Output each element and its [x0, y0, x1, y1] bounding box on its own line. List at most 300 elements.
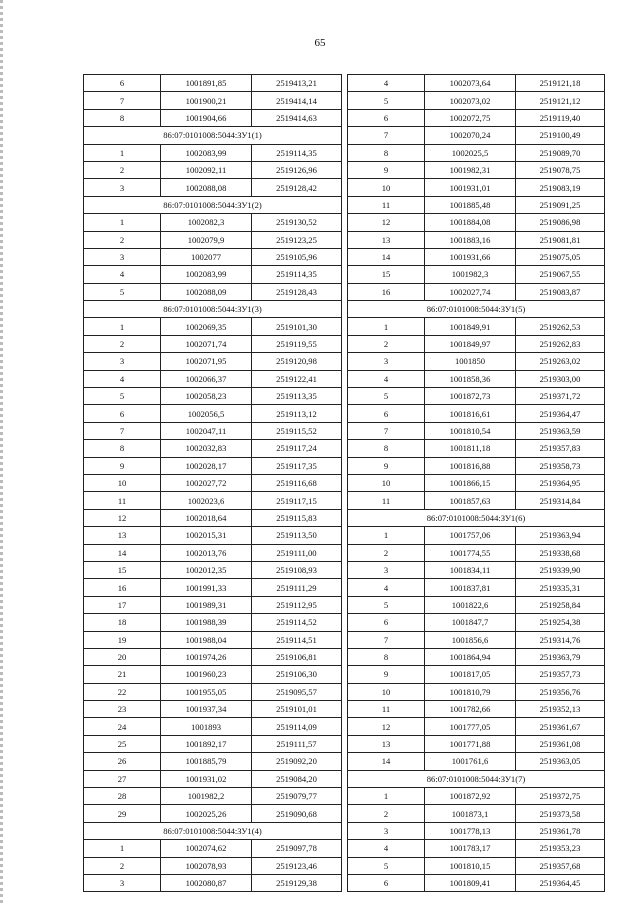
x-coordinate-cell: 1001774,55 [425, 544, 516, 561]
point-number-cell: 4 [348, 75, 425, 92]
point-number-cell: 24 [84, 718, 161, 735]
table-row [84, 474, 342, 491]
y-coordinate-cell: 2519106,81 [252, 648, 342, 665]
table-row [348, 701, 605, 718]
y-coordinate-cell: 2519263,02 [516, 353, 605, 370]
y-coordinate-cell: 2519114,51 [252, 631, 342, 648]
x-coordinate-cell: 1002070,24 [425, 127, 516, 144]
y-coordinate-cell: 2519361,67 [516, 718, 605, 735]
y-coordinate-cell: 2519117,24 [252, 440, 342, 457]
table-row [348, 266, 605, 283]
table-row [84, 753, 342, 770]
x-coordinate-cell: 1002073,02 [425, 92, 516, 109]
point-number-cell: 10 [348, 683, 425, 700]
table-row [348, 161, 605, 178]
point-number-cell: 13 [348, 735, 425, 752]
y-coordinate-cell: 2519100,49 [516, 127, 605, 144]
y-coordinate-cell: 2519338,68 [516, 544, 605, 561]
table-row [84, 161, 342, 178]
table-row [348, 92, 605, 109]
point-number-cell: 3 [348, 561, 425, 578]
x-coordinate-cell: 1001988,04 [161, 631, 252, 648]
parcel-header-row [84, 127, 342, 144]
table-row [84, 701, 342, 718]
x-coordinate-cell: 1001883,16 [425, 231, 516, 248]
y-coordinate-cell: 2519115,83 [252, 509, 342, 526]
y-coordinate-cell: 2519121,12 [516, 92, 605, 109]
point-number-cell: 9 [348, 666, 425, 683]
point-number-cell: 4 [84, 370, 161, 387]
point-number-cell: 16 [348, 283, 425, 300]
point-number-cell: 4 [84, 266, 161, 283]
table-row [348, 457, 605, 474]
y-coordinate-cell: 2519363,94 [516, 527, 605, 544]
point-number-cell: 5 [348, 596, 425, 613]
x-coordinate-cell: 1001937,34 [161, 701, 252, 718]
point-number-cell: 10 [348, 474, 425, 491]
point-number-cell: 21 [84, 666, 161, 683]
x-coordinate-cell: 1001974,26 [161, 648, 252, 665]
x-coordinate-cell: 1001885,48 [425, 196, 516, 213]
table-row [84, 353, 342, 370]
x-coordinate-cell: 1001989,31 [161, 596, 252, 613]
table-row [84, 596, 342, 613]
table-row [84, 683, 342, 700]
x-coordinate-cell: 1001955,05 [161, 683, 252, 700]
parcel-header-row [84, 822, 342, 839]
table-row [348, 388, 605, 405]
y-coordinate-cell: 2519123,25 [252, 231, 342, 248]
x-coordinate-cell: 1001757,06 [425, 527, 516, 544]
y-coordinate-cell: 2519414,63 [252, 109, 342, 126]
point-number-cell: 1 [84, 144, 161, 161]
table-row [348, 561, 605, 578]
point-number-cell: 13 [348, 231, 425, 248]
y-coordinate-cell: 2519128,43 [252, 283, 342, 300]
y-coordinate-cell: 2519119,40 [516, 109, 605, 126]
y-coordinate-cell: 2519363,05 [516, 753, 605, 770]
x-coordinate-cell: 1002058,23 [161, 388, 252, 405]
y-coordinate-cell: 2519363,79 [516, 648, 605, 665]
x-coordinate-cell: 1002074,62 [161, 840, 252, 857]
y-coordinate-cell: 2519083,19 [516, 179, 605, 196]
table-row [348, 840, 605, 857]
y-coordinate-cell: 2519352,13 [516, 701, 605, 718]
parcel-header-row [348, 509, 605, 526]
y-coordinate-cell: 2519356,76 [516, 683, 605, 700]
table-row [348, 109, 605, 126]
table-row [84, 718, 342, 735]
point-number-cell: 12 [348, 214, 425, 231]
y-coordinate-cell: 2519101,01 [252, 701, 342, 718]
y-coordinate-cell: 2519254,38 [516, 614, 605, 631]
x-coordinate-cell: 1001856,6 [425, 631, 516, 648]
y-coordinate-cell: 2519101,30 [252, 318, 342, 335]
table-row [84, 457, 342, 474]
table-row [348, 631, 605, 648]
y-coordinate-cell: 2519067,55 [516, 266, 605, 283]
x-coordinate-cell: 1001816,61 [425, 405, 516, 422]
x-coordinate-cell: 1002088,08 [161, 179, 252, 196]
point-number-cell: 3 [348, 822, 425, 839]
point-number-cell: 14 [84, 544, 161, 561]
point-number-cell: 5 [84, 283, 161, 300]
point-number-cell: 5 [348, 857, 425, 874]
y-coordinate-cell: 2519364,95 [516, 474, 605, 491]
x-coordinate-cell: 1001817,05 [425, 666, 516, 683]
x-coordinate-cell: 1001900,21 [161, 92, 252, 109]
y-coordinate-cell: 2519114,35 [252, 144, 342, 161]
y-coordinate-cell: 2519111,00 [252, 544, 342, 561]
point-number-cell: 3 [84, 353, 161, 370]
x-coordinate-cell: 1001837,81 [425, 579, 516, 596]
x-coordinate-cell: 1001847,7 [425, 614, 516, 631]
y-coordinate-cell: 2519122,41 [252, 370, 342, 387]
y-coordinate-cell: 2519111,29 [252, 579, 342, 596]
y-coordinate-cell: 2519120,98 [252, 353, 342, 370]
x-coordinate-cell: 1002028,17 [161, 457, 252, 474]
x-coordinate-cell: 1001778,13 [425, 822, 516, 839]
x-coordinate-cell: 1001873,1 [425, 805, 516, 822]
x-coordinate-cell: 1001982,3 [425, 266, 516, 283]
scan-edge [0, 0, 3, 905]
point-number-cell: 25 [84, 735, 161, 752]
point-number-cell: 9 [348, 457, 425, 474]
point-number-cell: 27 [84, 770, 161, 787]
table-row [348, 179, 605, 196]
table-row [84, 648, 342, 665]
parcel-header-row [348, 770, 605, 787]
point-number-cell: 2 [84, 335, 161, 352]
point-number-cell: 14 [348, 248, 425, 265]
y-coordinate-cell: 2519358,73 [516, 457, 605, 474]
y-coordinate-cell: 2519114,09 [252, 718, 342, 735]
table-row [84, 388, 342, 405]
x-coordinate-cell: 1001834,11 [425, 561, 516, 578]
x-coordinate-cell: 1001782,66 [425, 701, 516, 718]
y-coordinate-cell: 2519357,68 [516, 857, 605, 874]
x-coordinate-cell: 1001891,85 [161, 75, 252, 92]
x-coordinate-cell: 1001931,02 [161, 770, 252, 787]
table-row [348, 196, 605, 213]
table-row [348, 596, 605, 613]
table-row [84, 509, 342, 526]
point-number-cell: 29 [84, 805, 161, 822]
x-coordinate-cell: 1002088,09 [161, 283, 252, 300]
point-number-cell: 16 [84, 579, 161, 596]
x-coordinate-cell: 1002018,64 [161, 509, 252, 526]
x-coordinate-cell: 1001988,39 [161, 614, 252, 631]
table-row [348, 492, 605, 509]
x-coordinate-cell: 1001893 [161, 718, 252, 735]
table-row [84, 492, 342, 509]
table-row [348, 283, 605, 300]
y-coordinate-cell: 2519116,68 [252, 474, 342, 491]
table-row [348, 231, 605, 248]
x-coordinate-cell: 1002069,35 [161, 318, 252, 335]
table-row [84, 214, 342, 231]
point-number-cell: 6 [84, 75, 161, 92]
y-coordinate-cell: 2519123,46 [252, 857, 342, 874]
table-row [84, 840, 342, 857]
y-coordinate-cell: 2519086,98 [516, 214, 605, 231]
table-row [348, 822, 605, 839]
y-coordinate-cell: 2519314,84 [516, 492, 605, 509]
parcel-cadastral-number: 86:07:0101008:5044:ЗУ1(7) [348, 770, 605, 787]
point-number-cell: 11 [348, 492, 425, 509]
point-number-cell: 1 [348, 318, 425, 335]
point-number-cell: 11 [84, 492, 161, 509]
point-number-cell: 8 [348, 144, 425, 161]
table-row [348, 788, 605, 805]
table-row [84, 335, 342, 352]
table-row [348, 75, 605, 92]
x-coordinate-cell: 1002056,5 [161, 405, 252, 422]
x-coordinate-cell: 1001810,15 [425, 857, 516, 874]
point-number-cell: 15 [84, 561, 161, 578]
table-row [348, 666, 605, 683]
point-number-cell: 5 [84, 388, 161, 405]
point-number-cell: 26 [84, 753, 161, 770]
table-row [348, 648, 605, 665]
x-coordinate-cell: 1002077 [161, 248, 252, 265]
parcel-header-row [84, 196, 342, 213]
x-coordinate-cell: 1001816,88 [425, 457, 516, 474]
y-coordinate-cell: 2519119,55 [252, 335, 342, 352]
y-coordinate-cell: 2519075,05 [516, 248, 605, 265]
x-coordinate-cell: 1002073,64 [425, 75, 516, 92]
point-number-cell: 17 [84, 596, 161, 613]
table-row [348, 718, 605, 735]
point-number-cell: 10 [84, 474, 161, 491]
point-number-cell: 2 [348, 544, 425, 561]
y-coordinate-cell: 2519084,20 [252, 770, 342, 787]
x-coordinate-cell: 1002066,37 [161, 370, 252, 387]
x-coordinate-cell: 1001783,17 [425, 840, 516, 857]
x-coordinate-cell: 1002025,26 [161, 805, 252, 822]
table-row [84, 266, 342, 283]
x-coordinate-cell: 1001777,05 [425, 718, 516, 735]
y-coordinate-cell: 2519092,20 [252, 753, 342, 770]
x-coordinate-cell: 1002072,75 [425, 109, 516, 126]
point-number-cell: 15 [348, 266, 425, 283]
point-number-cell: 2 [84, 231, 161, 248]
y-coordinate-cell: 2519126,96 [252, 161, 342, 178]
table-row [348, 614, 605, 631]
x-coordinate-cell: 1001991,33 [161, 579, 252, 596]
x-coordinate-cell: 1002080,87 [161, 874, 252, 891]
y-coordinate-cell: 2519129,38 [252, 874, 342, 891]
x-coordinate-cell: 1002015,31 [161, 527, 252, 544]
table-row [348, 422, 605, 439]
point-number-cell: 1 [348, 788, 425, 805]
y-coordinate-cell: 2519371,72 [516, 388, 605, 405]
y-coordinate-cell: 2519303,00 [516, 370, 605, 387]
y-coordinate-cell: 2519128,42 [252, 179, 342, 196]
table-row [348, 370, 605, 387]
table-row [84, 440, 342, 457]
y-coordinate-cell: 2519078,75 [516, 161, 605, 178]
y-coordinate-cell: 2519097,78 [252, 840, 342, 857]
x-coordinate-cell: 1001872,73 [425, 388, 516, 405]
y-coordinate-cell: 2519363,59 [516, 422, 605, 439]
x-coordinate-cell: 1002032,83 [161, 440, 252, 457]
table-row [84, 666, 342, 683]
parcel-header-row [84, 301, 342, 318]
x-coordinate-cell: 1001931,66 [425, 248, 516, 265]
x-coordinate-cell: 1001809,41 [425, 874, 516, 891]
table-row [84, 283, 342, 300]
table-row [84, 248, 342, 265]
point-number-cell: 6 [348, 405, 425, 422]
x-coordinate-cell: 1002047,11 [161, 422, 252, 439]
point-number-cell: 2 [348, 335, 425, 352]
point-number-cell: 5 [348, 388, 425, 405]
y-coordinate-cell: 2519105,96 [252, 248, 342, 265]
table-row [348, 474, 605, 491]
y-coordinate-cell: 2519115,52 [252, 422, 342, 439]
y-coordinate-cell: 2519079,77 [252, 788, 342, 805]
point-number-cell: 10 [348, 179, 425, 196]
table-row [348, 753, 605, 770]
table-row [84, 805, 342, 822]
x-coordinate-cell: 1002083,99 [161, 266, 252, 283]
table-row [348, 248, 605, 265]
point-number-cell: 7 [348, 422, 425, 439]
y-coordinate-cell: 2519372,75 [516, 788, 605, 805]
x-coordinate-cell: 1001849,97 [425, 335, 516, 352]
table-row [348, 405, 605, 422]
point-number-cell: 23 [84, 701, 161, 718]
parcel-cadastral-number: 86:07:0101008:5044:ЗУ1(6) [348, 509, 605, 526]
y-coordinate-cell: 2519121,18 [516, 75, 605, 92]
parcel-cadastral-number: 86:07:0101008:5044:ЗУ1(1) [84, 127, 342, 144]
table-row [84, 544, 342, 561]
table-row [84, 92, 342, 109]
x-coordinate-cell: 1001761,6 [425, 753, 516, 770]
y-coordinate-cell: 2519112,95 [252, 596, 342, 613]
x-coordinate-cell: 1001849,91 [425, 318, 516, 335]
point-number-cell: 9 [348, 161, 425, 178]
table-row [84, 109, 342, 126]
y-coordinate-cell: 2519413,21 [252, 75, 342, 92]
point-number-cell: 8 [84, 440, 161, 457]
x-coordinate-cell: 1002023,6 [161, 492, 252, 509]
table-row [348, 735, 605, 752]
y-coordinate-cell: 2519090,68 [252, 805, 342, 822]
x-coordinate-cell: 1002027,74 [425, 283, 516, 300]
table-row [348, 805, 605, 822]
y-coordinate-cell: 2519361,78 [516, 822, 605, 839]
point-number-cell: 8 [348, 648, 425, 665]
table-row [348, 579, 605, 596]
y-coordinate-cell: 2519091,25 [516, 196, 605, 213]
y-coordinate-cell: 2519114,52 [252, 614, 342, 631]
table-row [348, 544, 605, 561]
point-number-cell: 12 [348, 718, 425, 735]
y-coordinate-cell: 2519339,90 [516, 561, 605, 578]
x-coordinate-cell: 1002012,35 [161, 561, 252, 578]
table-row [348, 127, 605, 144]
point-number-cell: 1 [84, 318, 161, 335]
x-coordinate-cell: 1001850 [425, 353, 516, 370]
x-coordinate-cell: 1002071,74 [161, 335, 252, 352]
table-row [348, 440, 605, 457]
parcel-header-row [348, 301, 605, 318]
table-row [84, 561, 342, 578]
y-coordinate-cell: 2519357,83 [516, 440, 605, 457]
table-row [84, 788, 342, 805]
y-coordinate-cell: 2519258,84 [516, 596, 605, 613]
table-row [348, 683, 605, 700]
x-coordinate-cell: 1002027,72 [161, 474, 252, 491]
x-coordinate-cell: 1002092,11 [161, 161, 252, 178]
table-row [84, 405, 342, 422]
x-coordinate-cell: 1001982,31 [425, 161, 516, 178]
y-coordinate-cell: 2519106,30 [252, 666, 342, 683]
x-coordinate-cell: 1001884,08 [425, 214, 516, 231]
y-coordinate-cell: 2519364,47 [516, 405, 605, 422]
y-coordinate-cell: 2519114,35 [252, 266, 342, 283]
point-number-cell: 12 [84, 509, 161, 526]
x-coordinate-cell: 1002078,93 [161, 857, 252, 874]
point-number-cell: 2 [84, 161, 161, 178]
table-row [348, 214, 605, 231]
table-row [84, 370, 342, 387]
point-number-cell: 3 [84, 874, 161, 891]
y-coordinate-cell: 2519111,57 [252, 735, 342, 752]
x-coordinate-cell: 1002082,3 [161, 214, 252, 231]
point-number-cell: 28 [84, 788, 161, 805]
table-row [84, 422, 342, 439]
parcel-cadastral-number: 86:07:0101008:5044:ЗУ1(4) [84, 822, 342, 839]
y-coordinate-cell: 2519262,83 [516, 335, 605, 352]
x-coordinate-cell: 1001872,92 [425, 788, 516, 805]
x-coordinate-cell: 1001885,79 [161, 753, 252, 770]
table-row [84, 874, 342, 891]
x-coordinate-cell: 1001811,18 [425, 440, 516, 457]
y-coordinate-cell: 2519113,50 [252, 527, 342, 544]
y-coordinate-cell: 2519314,76 [516, 631, 605, 648]
y-coordinate-cell: 2519113,35 [252, 388, 342, 405]
point-number-cell: 11 [348, 701, 425, 718]
point-number-cell: 6 [348, 874, 425, 891]
x-coordinate-cell: 1001771,88 [425, 735, 516, 752]
table-row [348, 144, 605, 161]
x-coordinate-cell: 1002083,99 [161, 144, 252, 161]
point-number-cell: 7 [84, 422, 161, 439]
parcel-cadastral-number: 86:07:0101008:5044:ЗУ1(3) [84, 301, 342, 318]
point-number-cell: 9 [84, 457, 161, 474]
x-coordinate-cell: 1001857,63 [425, 492, 516, 509]
x-coordinate-cell: 1001904,66 [161, 109, 252, 126]
x-coordinate-cell: 1001822,6 [425, 596, 516, 613]
x-coordinate-cell: 1001858,36 [425, 370, 516, 387]
y-coordinate-cell: 2519081,81 [516, 231, 605, 248]
point-number-cell: 2 [84, 857, 161, 874]
point-number-cell: 5 [348, 92, 425, 109]
x-coordinate-cell: 1001931,01 [425, 179, 516, 196]
point-number-cell: 13 [84, 527, 161, 544]
x-coordinate-cell: 1002025,5 [425, 144, 516, 161]
point-number-cell: 19 [84, 631, 161, 648]
point-number-cell: 14 [348, 753, 425, 770]
table-row [348, 335, 605, 352]
x-coordinate-cell: 1002013,76 [161, 544, 252, 561]
coordinates-table-right [347, 74, 605, 892]
y-coordinate-cell: 2519095,57 [252, 683, 342, 700]
table-row [348, 527, 605, 544]
